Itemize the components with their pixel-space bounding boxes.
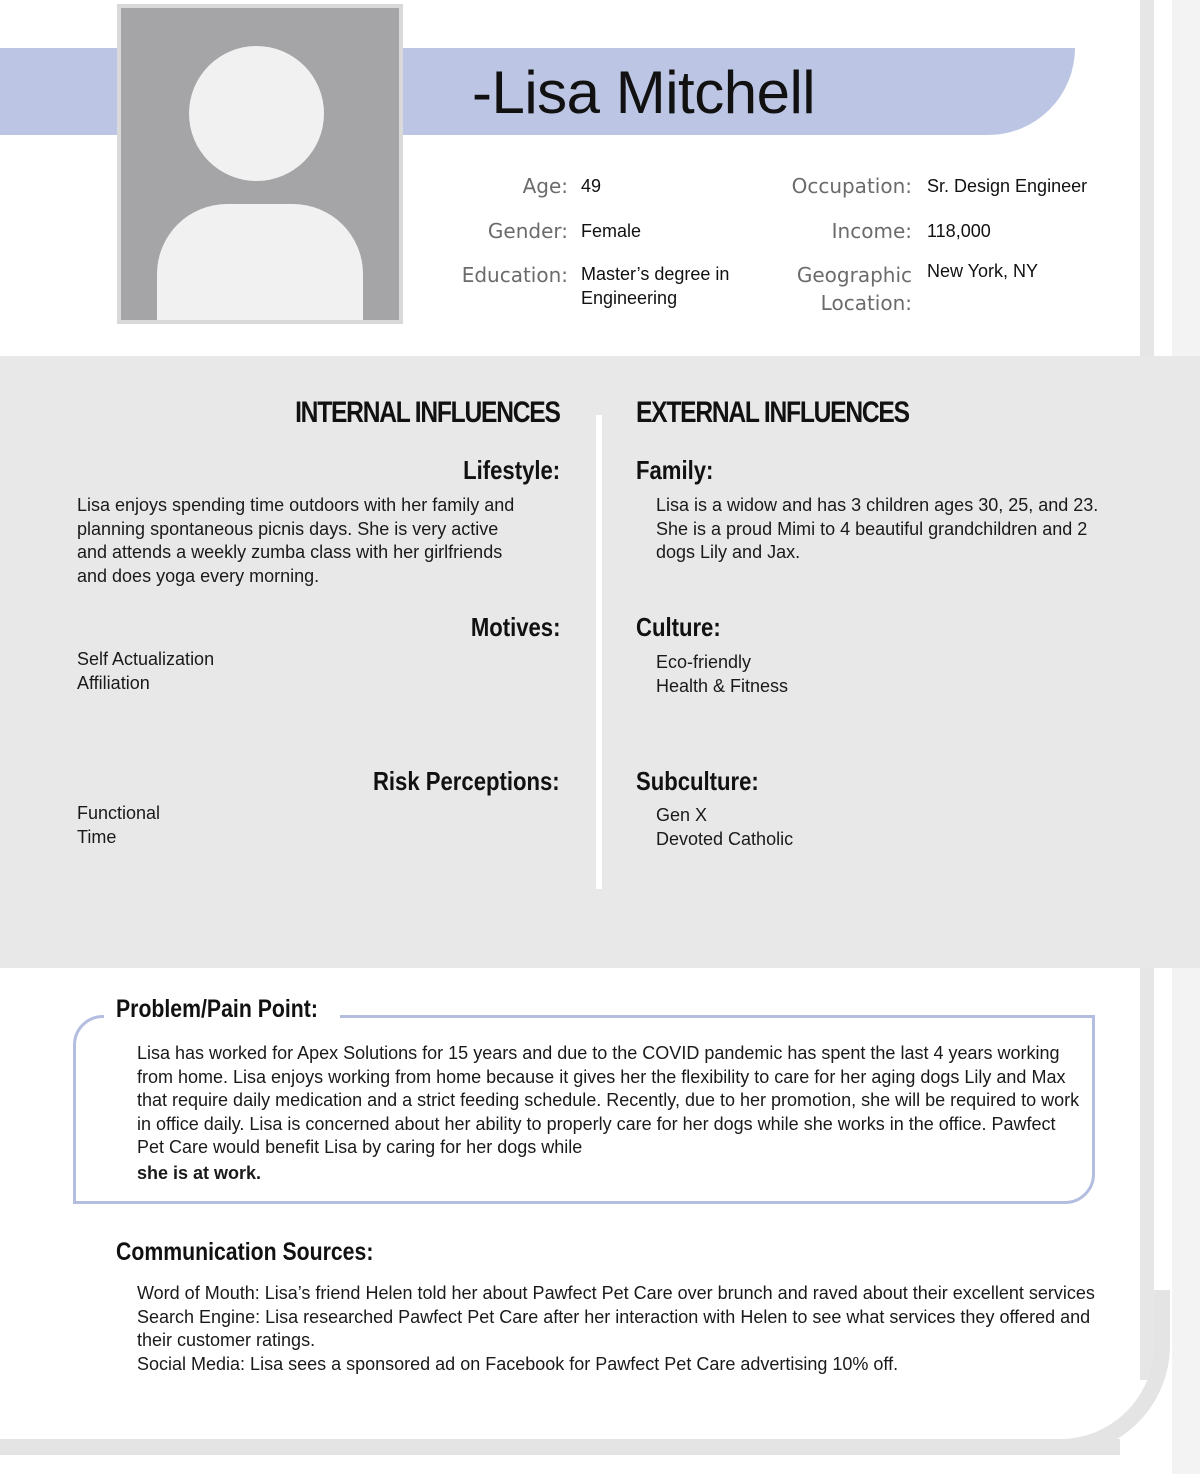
location-label-line1: Geographic bbox=[796, 263, 912, 287]
list-item: Gen X bbox=[656, 805, 708, 825]
location-label-line2: Location: bbox=[820, 291, 912, 315]
list-item: Self Actualization bbox=[77, 649, 215, 669]
page-frame-bottom bbox=[0, 1439, 1120, 1455]
risk-perceptions-list bbox=[77, 801, 160, 849]
list-item: Search Engine: Lisa researched Pawfect Pet Care after her interaction with Helen to see what services they offered and their customer ratings. bbox=[137, 1306, 1091, 1350]
problem-text-last: she is at work. bbox=[137, 1162, 262, 1183]
list-item: Time bbox=[77, 827, 117, 847]
income-value: 118,000 bbox=[927, 221, 991, 241]
list-item: Devoted Catholic bbox=[656, 829, 794, 849]
subculture-heading: Subculture: bbox=[636, 766, 759, 796]
location-value: New York, NY bbox=[927, 261, 1039, 281]
lifestyle-heading: Lifestyle: bbox=[462, 455, 560, 485]
list-item: Word of Mouth: Lisa’s friend Helen told her about Pawfect Pet Care over brunch and raved about their excellent services bbox=[137, 1283, 1095, 1303]
family-text: Lisa is a widow and has 3 children ages 30, 25, and 23. She is a proud Mimi to 4 beautiful grandchildren and 2 dogs Lily and Jax. bbox=[656, 495, 1099, 562]
person-placeholder-icon bbox=[121, 8, 399, 320]
communication-list bbox=[137, 1282, 1097, 1376]
problem-text bbox=[137, 1042, 1082, 1185]
problem-title: Problem/Pain Point: bbox=[116, 995, 318, 1023]
avatar-body-shape bbox=[157, 204, 363, 320]
family-heading: Family: bbox=[636, 455, 714, 485]
occupation-label: Occupation: bbox=[791, 174, 912, 198]
subculture-list bbox=[656, 803, 793, 851]
list-item: Eco-friendly bbox=[656, 652, 752, 672]
lifestyle-text: Lisa enjoys spending time outdoors with her family and planning spontaneous picnis days. She is very active and attends a weekly zumba class with her girlfriends and does yoga every morning. bbox=[77, 495, 515, 586]
age-label: Age: bbox=[522, 174, 568, 198]
avatar bbox=[117, 4, 403, 324]
motives-list bbox=[77, 647, 214, 695]
risk-perceptions-heading: Risk Perceptions: bbox=[373, 766, 560, 796]
income-label: Income: bbox=[831, 219, 912, 243]
persona-name: -Lisa Mitchell bbox=[472, 59, 816, 126]
external-influences-heading: EXTERNAL INFLUENCES bbox=[636, 396, 909, 429]
influences-divider bbox=[596, 415, 602, 889]
culture-heading: Culture: bbox=[636, 612, 721, 642]
list-item: Health & Fitness bbox=[656, 676, 789, 696]
gender-value: Female bbox=[581, 221, 642, 241]
gender-label: Gender: bbox=[487, 219, 568, 243]
location-label bbox=[760, 261, 912, 317]
motives-heading: Motives: bbox=[470, 612, 560, 642]
list-item: Functional bbox=[77, 803, 161, 823]
avatar-head-shape bbox=[189, 46, 324, 181]
list-item: Social Media: Lisa sees a sponsored ad on Facebook for Pawfect Pet Care advertising 10% off. bbox=[137, 1353, 899, 1374]
education-value: Master’s degree in Engineering bbox=[581, 264, 730, 308]
internal-influences-heading: INTERNAL INFLUENCES bbox=[295, 396, 560, 429]
list-item: Affiliation bbox=[77, 673, 150, 693]
culture-list bbox=[656, 650, 788, 698]
education-label: Education: bbox=[461, 263, 568, 287]
communication-title: Communication Sources: bbox=[116, 1238, 374, 1266]
occupation-value: Sr. Design Engineer bbox=[927, 176, 1088, 196]
problem-text-body: Lisa has worked for Apex Solutions for 15 years and due to the COVID pandemic has spent the last 4 years working from home. Lisa enjoys working from home because it gives her the flexibility to care for her aging dogs Lily and Max that require daily medication and a strict feeding schedule. Recently, due to her promotion, she will be required to work in office daily. Lisa is concerned about her ability to properly care for her dogs while she works in the office. Pawfect Pet Care would benefit Lisa by caring for her dogs while bbox=[137, 1043, 1080, 1157]
age-value: 49 bbox=[581, 176, 602, 196]
